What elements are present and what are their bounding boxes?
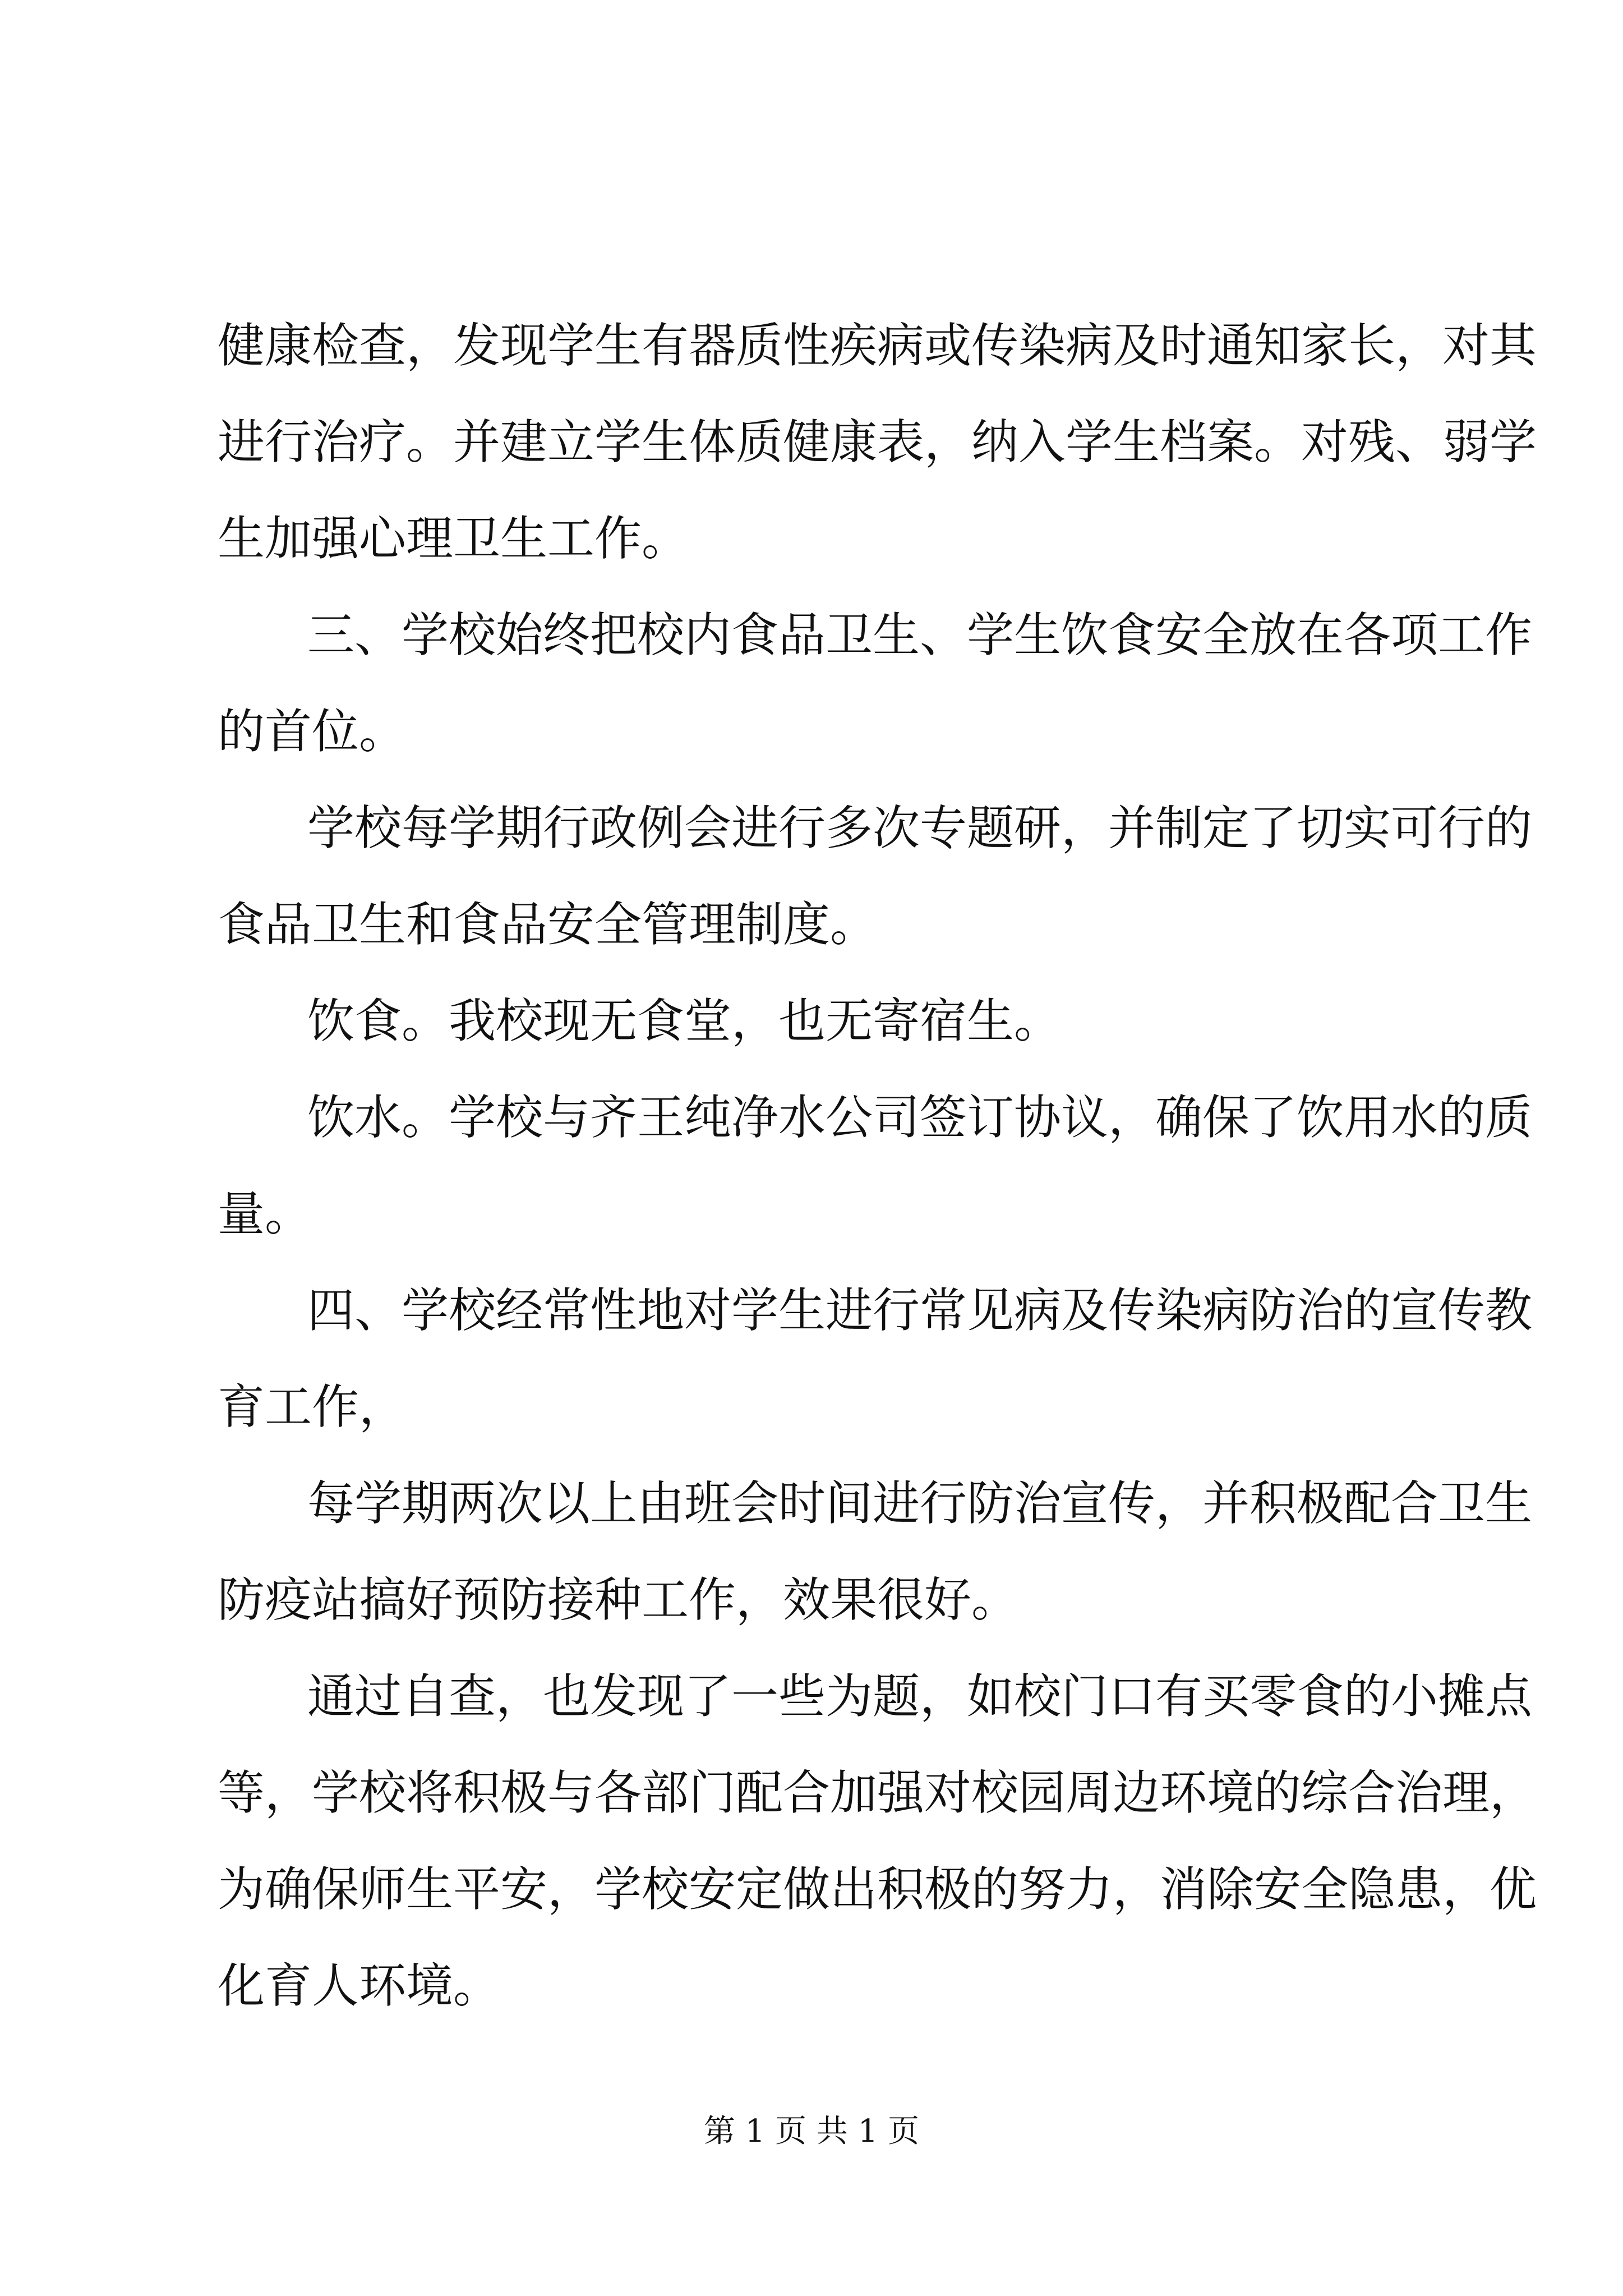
page-number-label: 第 1 页 共 1 页 xyxy=(703,2113,920,2150)
text-line: 学校每学期行政例会进行多次专题研，并制定了切实可行的 xyxy=(307,800,1533,855)
text-line: 食品卫生和食品安全管理制度。 xyxy=(218,897,878,952)
text-line: 三、学校始终把校内食品卫生、学生饮食安全放在各项工作 xyxy=(307,608,1533,662)
text-line: 健康检查，发现学生有器质性疾病或传染病及时通知家长，对其 xyxy=(218,318,1537,373)
text-line: 进行治疗。并建立学生体质健康表，纳入学生档案。对残、弱学 xyxy=(218,415,1537,470)
text-line: 为确保师生平安，学校安定做出积极的努力，消除安全隐患，优 xyxy=(218,1862,1537,1917)
text-line: 的首位。 xyxy=(218,704,407,759)
text-line: 等，学校将积极与各部门配合加强对校园周边环境的综合治理， xyxy=(218,1765,1537,1820)
text-line: 每学期两次以上由班会时间进行防治宣传，并积极配合卫生 xyxy=(307,1476,1533,1531)
text-line: 通过自查，也发现了一些为题，如校门口有买零食的小摊点 xyxy=(307,1669,1533,1724)
text-line: 饮食。我校现无食堂，也无寄宿生。 xyxy=(307,993,1062,1048)
text-line: 四、学校经常性地对学生进行常见病及传染病防治的宣传教 xyxy=(307,1283,1533,1338)
text-line: 防疫站搞好预防接种工作，效果很好。 xyxy=(218,1572,1019,1627)
text-line: 量。 xyxy=(218,1186,312,1241)
text-line: 化育人环境。 xyxy=(218,1958,501,2013)
document-body xyxy=(218,297,1537,2034)
text-line: 生加强心理卫生工作。 xyxy=(218,511,689,566)
page-footer xyxy=(0,2109,1623,2154)
text-line: 饮水。学校与齐王纯净水公司签订协议，确保了饮用水的质 xyxy=(307,1090,1533,1145)
text-line: 育工作， xyxy=(218,1379,407,1434)
